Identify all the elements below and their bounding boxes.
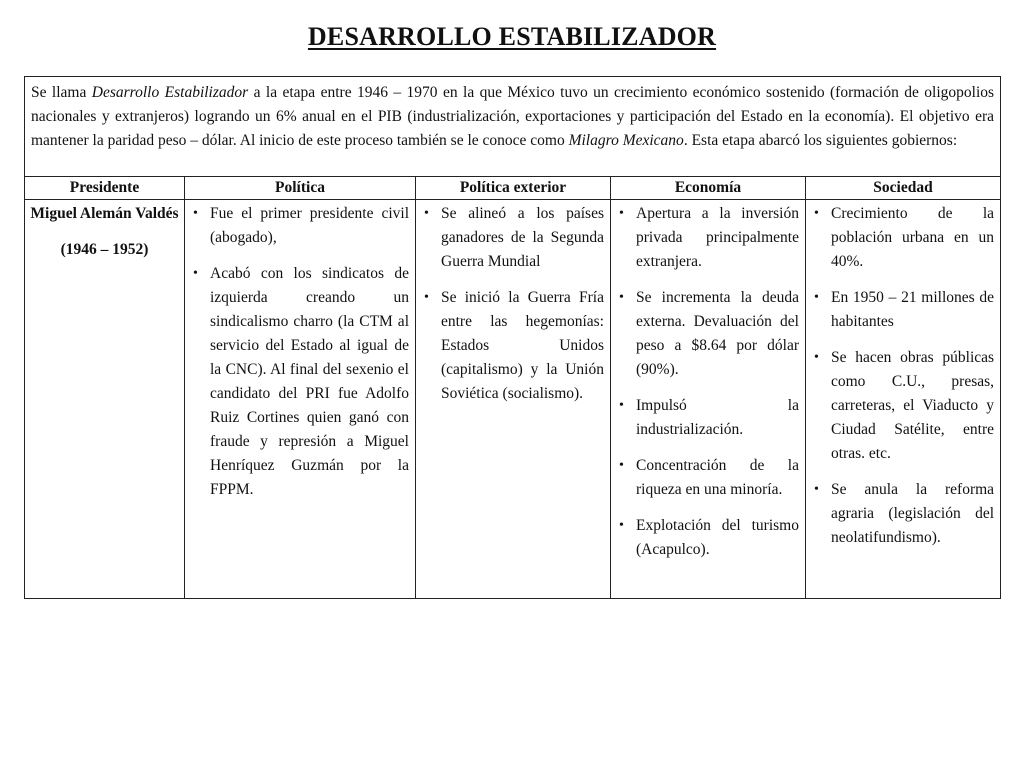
intro-paragraph xyxy=(25,77,1001,177)
bullet-icon: • xyxy=(814,206,819,221)
president-years: (1946 – 1952) xyxy=(60,241,149,258)
bullet-icon: • xyxy=(424,290,429,305)
list-item-text: Se inició la Guerra Fría entre las hegemonías: Estados Unidos (capitalismo) y la Unión Soviética (socialismo). xyxy=(441,289,604,402)
list-item-text: Se alineó a los países ganadores de la Segunda Guerra Mundial xyxy=(441,205,604,270)
header-sociedad: Sociedad xyxy=(806,177,1001,200)
intro-text-1: Se llama xyxy=(31,84,92,101)
list-item xyxy=(810,346,994,466)
bullet-icon: • xyxy=(814,350,819,365)
list-item xyxy=(810,286,994,334)
list-item xyxy=(810,202,994,274)
list-item-text: Concentración de la riqueza en una minoría. xyxy=(636,457,799,498)
page-title: DESARROLLO ESTABILIZADOR xyxy=(307,22,717,51)
list-item xyxy=(810,478,994,550)
list-item xyxy=(615,514,799,562)
president-cell xyxy=(25,200,185,599)
header-row xyxy=(25,177,1001,200)
bullet-icon: • xyxy=(619,398,624,413)
sociedad-cell xyxy=(806,200,1001,599)
intro-text-3: . Esta etapa abarcó los siguientes gobiernos: xyxy=(683,132,958,149)
bullet-icon: • xyxy=(814,290,819,305)
list-item xyxy=(615,454,799,502)
bullet-icon: • xyxy=(619,290,624,305)
politica-exterior-list xyxy=(420,202,604,406)
list-item-text: En 1950 – 21 millones de habitantes xyxy=(831,289,995,330)
bullet-icon: • xyxy=(619,458,624,473)
intro-text-2: a la etapa entre 1946 – 1970 en la que México tuvo un crecimiento económico sostenido (formación de oligopolios nacionales y extranjeros) logrando un 6% anual en el PIB (industrialización, exportaciones y participación del Estado en la economía). El objetivo era mantener la paridad peso – dólar. Al inicio de este proceso también se le conoce como xyxy=(31,84,995,149)
bullet-icon: • xyxy=(814,482,819,497)
list-item-text: Fue el primer presidente civil (abogado), xyxy=(210,205,409,246)
list-item-text: Se hacen obras públicas como C.U., presas, carreteras, el Viaducto y Ciudad Satélite, entre otras. etc. xyxy=(831,349,995,462)
list-item xyxy=(420,202,604,274)
list-item-text: Crecimiento de la población urbana en un 40%. xyxy=(831,205,995,270)
table-row xyxy=(25,200,1001,599)
list-item xyxy=(615,286,799,382)
list-item xyxy=(189,262,409,502)
list-item xyxy=(420,286,604,406)
economia-list xyxy=(615,202,799,562)
president-name: Miguel Alemán Valdés xyxy=(30,205,179,222)
list-item xyxy=(615,202,799,274)
intro-row xyxy=(25,77,1001,177)
list-item-text: Impulsó la industrialización. xyxy=(636,397,799,438)
header-presidente: Presidente xyxy=(25,177,185,200)
list-item xyxy=(615,394,799,442)
politica-exterior-cell xyxy=(416,200,611,599)
bullet-icon: • xyxy=(619,206,624,221)
list-item-text: Se incrementa la deuda externa. Devaluación del peso a $8.64 por dólar (90%). xyxy=(636,289,799,378)
politica-list xyxy=(189,202,409,502)
header-politica: Política xyxy=(185,177,416,200)
list-item xyxy=(189,202,409,250)
intro-italic-1: Desarrollo Estabilizador xyxy=(91,84,249,101)
sociedad-list xyxy=(810,202,994,550)
header-economia: Economía xyxy=(611,177,806,200)
bullet-icon: • xyxy=(193,206,198,221)
header-politica-exterior: Política exterior xyxy=(416,177,611,200)
list-item-text: Apertura a la inversión privada principalmente extranjera. xyxy=(636,205,799,270)
bullet-icon: • xyxy=(193,266,198,281)
economia-cell xyxy=(611,200,806,599)
list-item-text: Acabó con los sindicatos de izquierda creando un sindicalismo charro (la CTM al servicio del Estado al igual de la CNC). Al final del sexenio el candidato del PRI fue Adolfo Ruiz Cortines quien ganó con fraude y represión a Miguel Henríquez Guzmán por la FPPM. xyxy=(210,265,409,498)
summary-table xyxy=(24,76,1001,599)
bullet-icon: • xyxy=(619,518,624,533)
list-item-text: Se anula la reforma agraria (legislación del neolatifundismo). xyxy=(831,481,995,546)
intro-italic-2: Milagro Mexicano xyxy=(568,132,684,149)
list-item-text: Explotación del turismo (Acapulco). xyxy=(636,517,799,558)
bullet-icon: • xyxy=(424,206,429,221)
politica-cell xyxy=(185,200,416,599)
